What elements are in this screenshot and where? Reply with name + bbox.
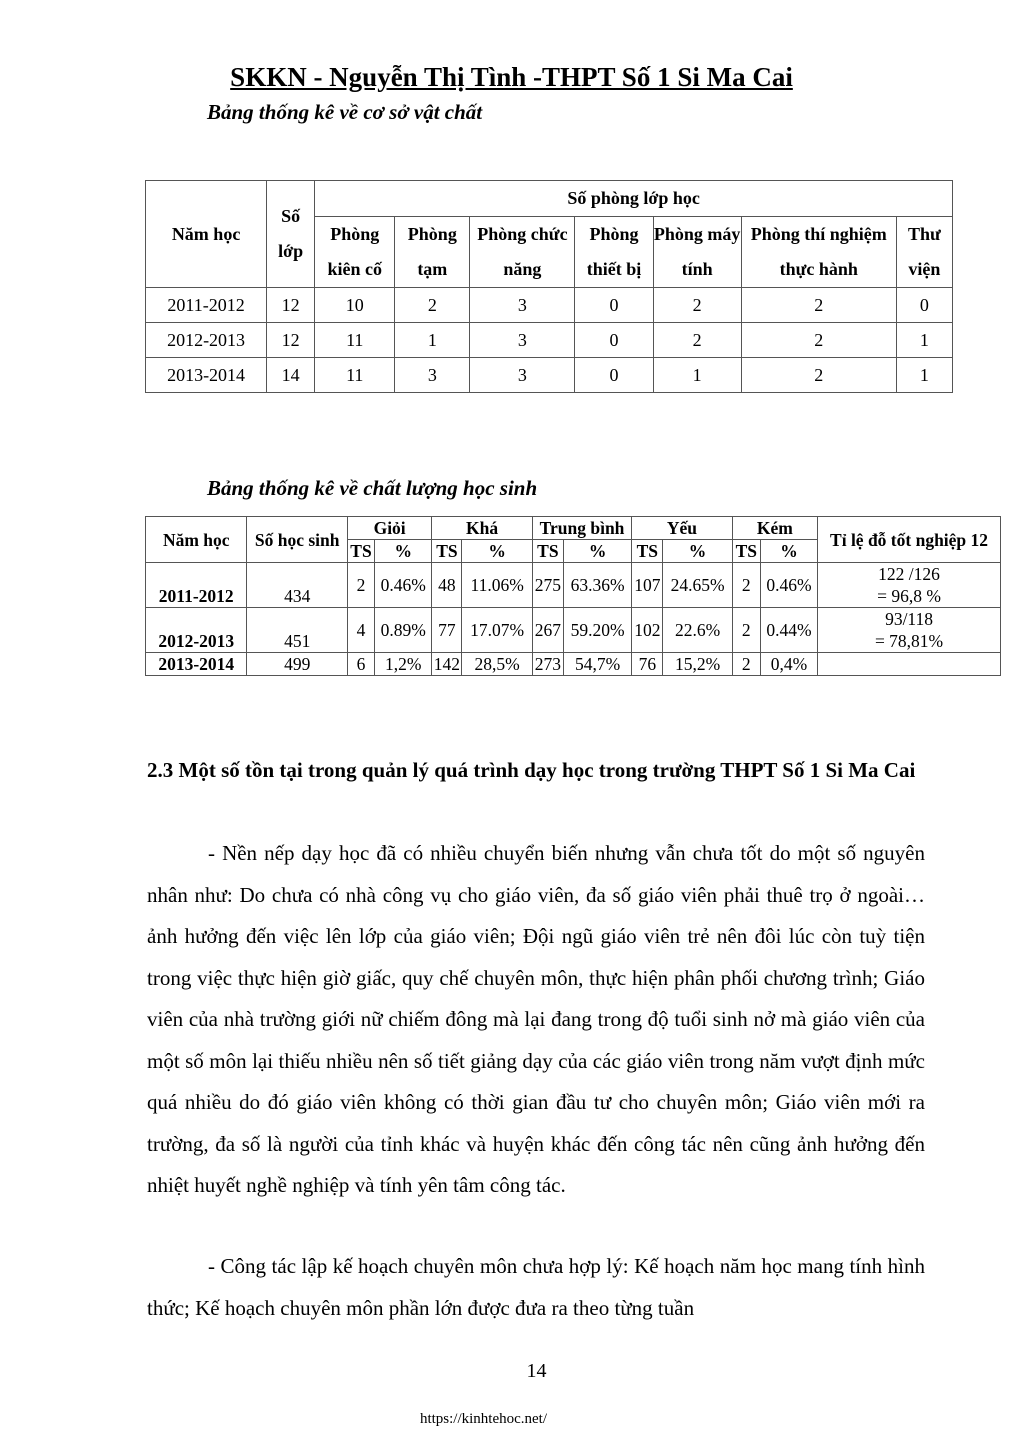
table-cell: 0 bbox=[896, 288, 952, 323]
table-cell: 1 bbox=[896, 358, 952, 393]
table-cell: 17.07% bbox=[462, 608, 532, 653]
table-row bbox=[146, 653, 1001, 676]
table-cell: 1 bbox=[896, 323, 952, 358]
table-row bbox=[146, 323, 953, 358]
facilities-caption: Bảng thống kê về cơ sở vật chất bbox=[207, 100, 483, 124]
col-permanent: Phòng kiên cố bbox=[315, 217, 395, 288]
col-ts: TS bbox=[432, 540, 462, 563]
col-lab: Phòng thí nghiệm thực hành bbox=[741, 217, 896, 288]
facilities-table-body bbox=[146, 288, 953, 393]
table-cell: 0.44% bbox=[760, 608, 817, 653]
table-row bbox=[146, 608, 1001, 653]
col-pct: % bbox=[375, 540, 432, 563]
table-cell: 2 bbox=[732, 608, 760, 653]
table-cell: 2013-2014 bbox=[146, 358, 267, 393]
table-cell: 59.20% bbox=[563, 608, 631, 653]
grad-rate-line: = 78,81% bbox=[874, 631, 944, 651]
table-cell: 2 bbox=[741, 288, 896, 323]
col-pct: % bbox=[563, 540, 631, 563]
table-cell: 2 bbox=[653, 288, 741, 323]
table-cell: 15,2% bbox=[663, 653, 732, 676]
page-header-title: SKKN - Nguyễn Thị Tình -THPT Số 1 Si Ma Cai bbox=[230, 62, 793, 92]
page-number: 14 bbox=[526, 1360, 547, 1382]
col-temporary: Phòng tạm bbox=[395, 217, 470, 288]
table-cell: 142 bbox=[433, 653, 461, 674]
col-weak: Yếu bbox=[632, 517, 732, 540]
col-year: Năm học bbox=[146, 181, 267, 288]
table-cell: 275 bbox=[532, 563, 563, 608]
table-cell: 0 bbox=[575, 358, 653, 393]
table-cell: 2011-2012 bbox=[146, 288, 267, 323]
col-class-count: Số lớp bbox=[267, 181, 315, 288]
col-ts: TS bbox=[347, 540, 374, 563]
table-cell: 48 bbox=[432, 563, 462, 608]
students-cell: 434 bbox=[247, 563, 347, 608]
col-students: Số học sinh bbox=[247, 517, 347, 563]
table-row bbox=[146, 288, 953, 323]
students-cell: 451 bbox=[247, 608, 347, 653]
table-cell: 267 bbox=[532, 608, 563, 653]
students-cell: 499 bbox=[247, 653, 347, 676]
table-cell: 0 bbox=[575, 323, 653, 358]
table-cell: 28,5% bbox=[462, 653, 532, 676]
table-cell: 10 bbox=[315, 288, 395, 323]
table-cell: 22.6% bbox=[663, 608, 732, 653]
year-cell: 2013-2014 bbox=[146, 653, 247, 676]
table-cell: 4 bbox=[347, 608, 374, 653]
col-good: Khá bbox=[432, 517, 532, 540]
quality-table bbox=[145, 516, 1001, 676]
table-cell: 12 bbox=[267, 288, 315, 323]
grad-rate-cell bbox=[818, 563, 1001, 608]
table-cell: 0 bbox=[575, 288, 653, 323]
table-cell: 24.65% bbox=[663, 563, 732, 608]
table-cell: 1 bbox=[395, 323, 470, 358]
table-cell: 3 bbox=[470, 323, 575, 358]
table-cell: 2 bbox=[741, 323, 896, 358]
table-cell: 11.06% bbox=[462, 563, 532, 608]
table-cell: 3 bbox=[395, 358, 470, 393]
col-grad-rate: Tỉ lệ đỗ tốt nghiệp 12 bbox=[818, 517, 1001, 563]
col-poor: Kém bbox=[732, 517, 817, 540]
table-cell: 77 bbox=[432, 608, 462, 653]
table-cell: 2 bbox=[732, 653, 760, 676]
table-cell: 0.89% bbox=[375, 608, 432, 653]
table-cell: 54,7% bbox=[563, 653, 631, 676]
grad-rate-cell bbox=[818, 608, 1001, 653]
table-cell: 11 bbox=[315, 323, 395, 358]
table-row bbox=[146, 358, 953, 393]
table-cell: 273 bbox=[532, 653, 563, 676]
table-cell: 1 bbox=[653, 358, 741, 393]
table-cell: 12 bbox=[267, 323, 315, 358]
table-cell: 2012-2013 bbox=[146, 323, 267, 358]
col-ts: TS bbox=[632, 540, 663, 563]
facilities-table bbox=[145, 180, 953, 393]
col-pct: % bbox=[760, 540, 817, 563]
table-cell: 76 bbox=[632, 653, 663, 676]
col-computer: Phòng máy tính bbox=[653, 217, 741, 288]
table-cell: 3 bbox=[470, 358, 575, 393]
year-cell: 2011-2012 bbox=[146, 563, 247, 608]
quality-caption: Bảng thống kê về chất lượng học sinh bbox=[207, 476, 538, 500]
grad-rate-line: 93/118 bbox=[885, 609, 934, 629]
table-cell: 2 bbox=[347, 563, 374, 608]
grad-rate-cell bbox=[818, 653, 1001, 676]
table-cell: 0.46% bbox=[760, 563, 817, 608]
col-pct: % bbox=[462, 540, 532, 563]
grad-rate-line: 122 /126 bbox=[878, 564, 940, 584]
table-cell: 0.46% bbox=[375, 563, 432, 608]
col-pct: % bbox=[663, 540, 732, 563]
col-equipment: Phòng thiết bị bbox=[575, 217, 653, 288]
footer-url[interactable]: https://kinhtehoc.net/ bbox=[419, 1411, 548, 1427]
table-cell: 0,4% bbox=[760, 653, 817, 676]
col-average: Trung bình bbox=[532, 517, 631, 540]
table-cell: 1,2% bbox=[375, 653, 432, 676]
quality-table-body bbox=[146, 563, 1001, 676]
col-ts: TS bbox=[732, 540, 760, 563]
col-year: Năm học bbox=[146, 517, 247, 563]
table-cell: 6 bbox=[347, 653, 374, 676]
table-cell: 63.36% bbox=[563, 563, 631, 608]
section-heading: 2.3 Một số tồn tại trong quản lý quá trình dạy học trong trường THPT Số 1 Si Ma Cai bbox=[147, 758, 916, 782]
paragraph: - Công tác lập kế hoạch chuyên môn chưa hợp lý: Kế hoạch năm học mang tính hình thức; Kế hoạch chuyên môn phần lớn được đưa ra theo từng tuần bbox=[147, 1254, 925, 1320]
year-cell: 2012-2013 bbox=[146, 608, 247, 653]
col-function: Phòng chức năng bbox=[470, 217, 575, 288]
table-cell: 2 bbox=[732, 563, 760, 608]
grad-rate-line: = 96,8 % bbox=[877, 586, 941, 606]
table-cell: 102 bbox=[632, 608, 663, 653]
paragraph: - Nền nếp dạy học đã có nhiều chuyển biến nhưng vẫn chưa tốt do một số nguyên nhân như: Do chưa có nhà công vụ cho giáo viên, đa số giáo viên phải thuê trọ ở ngoài… ảnh hưởng đến việc lên lớp của giáo viên; Đội ngũ giáo viên trẻ nên đôi lúc còn tuỳ tiện trong việc thực hiện giờ giấc, quy chế chuyên môn, thực hiện phân phối chương trình; Giáo viên của nhà trường giới nữ chiếm đông mà lại đang trong độ tuổi sinh nở mà giáo viên của một số môn lại thiếu nhiều nên số tiết giảng dạy của các giáo viên trong năm vượt định mức quá nhiều do đó giáo viên không có thời gian đầu tư cho chuyên môn; Giáo viên mới ra trường, đa số là người của tỉnh khác và huyện khác đến công tác nên cũng ảnh hưởng đến nhiệt huyết nghề nghiệp và tính yên tâm công tác. bbox=[147, 841, 925, 1197]
table-cell: 11 bbox=[315, 358, 395, 393]
table-cell: 14 bbox=[267, 358, 315, 393]
table-cell: 2 bbox=[395, 288, 470, 323]
table-row bbox=[146, 563, 1001, 608]
table-cell: 2 bbox=[741, 358, 896, 393]
table-cell: 2 bbox=[653, 323, 741, 358]
table-cell: 107 bbox=[632, 563, 663, 608]
col-excellent: Giỏi bbox=[347, 517, 431, 540]
col-rooms-group: Số phòng lớp học bbox=[315, 181, 953, 217]
col-library: Thư viện bbox=[896, 217, 952, 288]
table-cell: 3 bbox=[470, 288, 575, 323]
col-ts: TS bbox=[532, 540, 563, 563]
